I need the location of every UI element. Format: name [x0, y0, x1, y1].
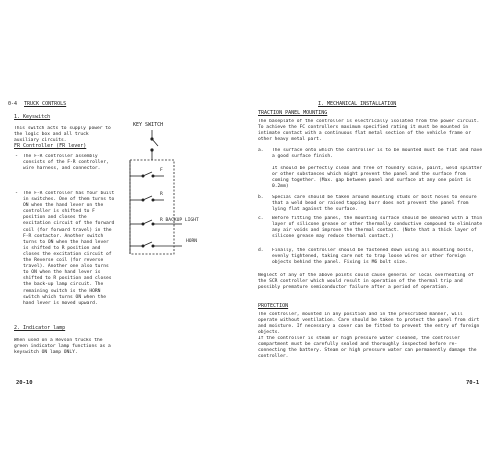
- horn-label: HORN: [186, 239, 198, 244]
- bullet-marker: -: [15, 153, 19, 159]
- backup-light-label: R BACKUP LIGHT: [160, 218, 199, 223]
- keyswitch-paragraph: This switch acts to supply power to the logic box and all truck auxiliary circuits.: [14, 126, 111, 144]
- indicator-lamp-heading: 2. Indicator lamp: [14, 325, 66, 331]
- reverse-switch-label: R: [160, 192, 163, 197]
- item-a-detail-paragraph: It should be perfectly clean and free of foundry scale, paint, weld splatter or other substances which might prevent the panel and the surface from coming together. (Max. gap between panel and surface at any one point is 0.2mm): [272, 166, 483, 190]
- item-b-paragraph: Special care should be taken around mounting studs or bolt holes to ensure that a weld bead or raised tapping burr does not prevent the panel from lying flat against the surface.: [272, 195, 477, 213]
- item-b-letter: b.: [258, 195, 264, 200]
- section-number: 0-4: [8, 101, 18, 107]
- intro-paragraph: The baseplate of the controller is electrically isolated from the power circuit. To achieve the FC controllers maximum specified rating it must be mounted in intimate contact with a continuous flat metal section of the vehicle frame or other heavy metal part.: [258, 119, 480, 143]
- installation-section-title: I. MECHANICAL INSTALLATION: [318, 101, 397, 107]
- left-page-number: 20-10: [16, 380, 33, 386]
- fr-bullet-2: The F-R controller has four built in switches. One of them turns to ON when the hand lever on the controller is shifted to F position and closes the excitation circuit of the forward coil (for forward travel) in the F-R contactor. Another switch turns to ON when the hand lever is shifted to R position and closes the excitation circuit of the Reverse coil (for reverse travel). Another one also turns to ON when the hand lever is shifted to R position and closes the back-up lamp circuit. The remaining switch is the HORN switch which turns ON when the hand lever is moved upward.: [23, 191, 115, 306]
- indicator-lamp-paragraph: When used on a Revson trucks the green indicator lamp functions as a keyswitch ON lamp ONLY.: [14, 338, 111, 356]
- item-a-paragraph: The surface onto which the controller is to be mounted must be flat and have a good surface finish.: [272, 148, 483, 160]
- item-d-paragraph: Finally, the controller should be fastened down using all mounting bolts, evenly tightened, taking care not to trap loose wires or other foreign objects behind the panel. Fixing is M6 bolt size.: [272, 248, 474, 266]
- item-a-letter: a.: [258, 148, 264, 153]
- section-title: TRUCK CONTROLS: [24, 101, 67, 107]
- item-c-paragraph: Before fitting the panel, the mounting surface should be smeared with a thin layer of silicone grease or other thermally conductive compound to eliminate any air voids and improve the thermal contact. (Note that a thick layer of silicone grease may reduce thermal contact.): [272, 216, 483, 240]
- protection-heading: PROTECTION: [258, 303, 289, 309]
- bullet-marker: -: [15, 190, 19, 196]
- keyswitch-label: KEY SWITCH: [133, 122, 164, 128]
- keyswitch-diagram: [120, 128, 240, 278]
- keyswitch-heading: 1. Keyswitch: [14, 114, 51, 120]
- item-c-letter: c.: [258, 216, 264, 221]
- protection-paragraph-2: If the controller is steam or high pressure water cleaned, the controller compartment must be carefully sealed and thoroughly inspected before re-connecting the battery. Steam or high pressure water can permanently damage the controller.: [258, 336, 477, 360]
- right-page-number: 70-1: [466, 380, 480, 386]
- protection-paragraph-1: The controller, mounted in any position and in the prescribed manner, will operate without ventilation. Care should be taken to protect the panel from dirt and moisture. If necessary a cover can be fitted to prevent the entry of foreign objects.: [258, 312, 480, 336]
- traction-panel-heading: TRACTION PANEL MOUNTING: [258, 110, 328, 116]
- item-d-letter: d.: [258, 248, 264, 253]
- neglect-paragraph: Neglect of any of the above points could cause general or local overheating of the SCR controller which would result in operation of the thermal trip and possibly premature semiconductor failure after a period of operation.: [258, 273, 474, 291]
- forward-switch-label: F: [160, 168, 163, 173]
- fr-bullet-1: The F-R controller assembly consists of the F-R controller, wire harness, and connector.: [23, 154, 109, 172]
- fr-controller-heading: FR Controller (FR lever): [14, 143, 87, 149]
